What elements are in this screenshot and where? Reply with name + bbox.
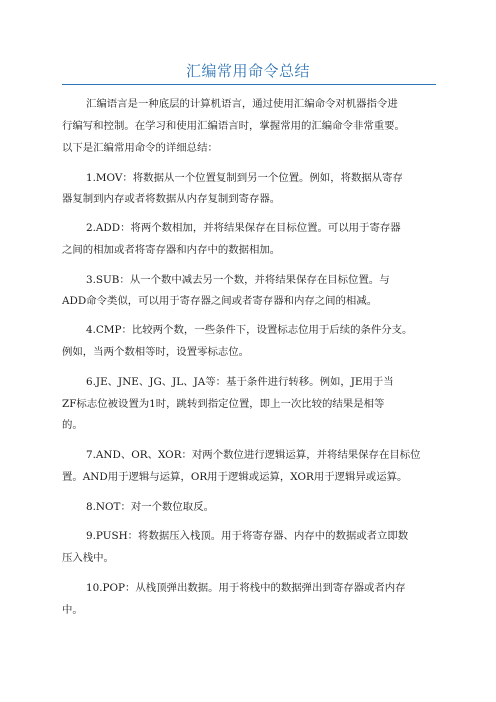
- list-item-line: 3.SUB：从一个数中减去另一个数，并将结果保存在目标位置。与: [86, 274, 390, 286]
- list-item-line: 1.MOV：将数据从一个位置复制到另一个位置。例如，将数据从寄存: [86, 172, 403, 184]
- list-item-line: 压入栈中。: [62, 552, 114, 564]
- document-title: 汇编常用命令总结: [185, 62, 310, 80]
- title-underline: [62, 84, 436, 85]
- list-item-line: 7.AND、OR、XOR：对两个数位进行逻辑运算，并将结果保存在目标位: [86, 449, 421, 461]
- list-item-line: 8.NOT：对一个数位取反。: [86, 501, 214, 513]
- list-item-line: ADD命令类似，可以用于寄存器之间或者寄存器和内存之间的相减。: [62, 295, 378, 307]
- list-item-line: 9.PUSH：将数据压入栈顶。用于将寄存器、内存中的数据或者立即数: [86, 530, 409, 542]
- list-item-line: 的。: [62, 419, 83, 431]
- list-item-line: 6.JE、JNE、JG、JL、JA等：基于条件进行转移。例如，JE用于当: [86, 376, 394, 388]
- intro-line: 行编写和控制。在学习和使用汇编语言时，掌握常用的汇编命令非常重要。: [62, 120, 405, 132]
- list-item-line: ZF标志位被设置为1时，跳转到指定位置，即上一次比较的结果是相等: [62, 398, 385, 410]
- list-item-line: 中。: [62, 604, 83, 616]
- intro-line: 以下是汇编常用命令的详细总结：: [62, 142, 218, 154]
- list-item-line: 例如，当两个数相等时，设置零标志位。: [62, 346, 250, 358]
- list-item-line: 10.POP：从栈顶弹出数据。用于将栈中的数据弹出到寄存器或者内存: [86, 582, 406, 594]
- intro-line: 汇编语言是一种底层的计算机语言，通过使用汇编命令对机器指令进: [86, 98, 398, 110]
- list-item-line: 2.ADD：将两个数相加，并将结果保存在目标位置。可以用于寄存器: [86, 222, 401, 234]
- list-item-line: 置。AND用于逻辑与运算，OR用于逻辑或运算，XOR用于逻辑异或运算。: [62, 471, 408, 483]
- list-item-line: 4.CMP：比较两个数，一些条件下，设置标志位用于后续的条件分支。: [86, 324, 413, 336]
- list-item-line: 器复制到内存或者将数据从内存复制到寄存器。: [62, 193, 281, 205]
- list-item-line: 之间的相加或者将寄存器和内存中的数据相加。: [62, 244, 281, 256]
